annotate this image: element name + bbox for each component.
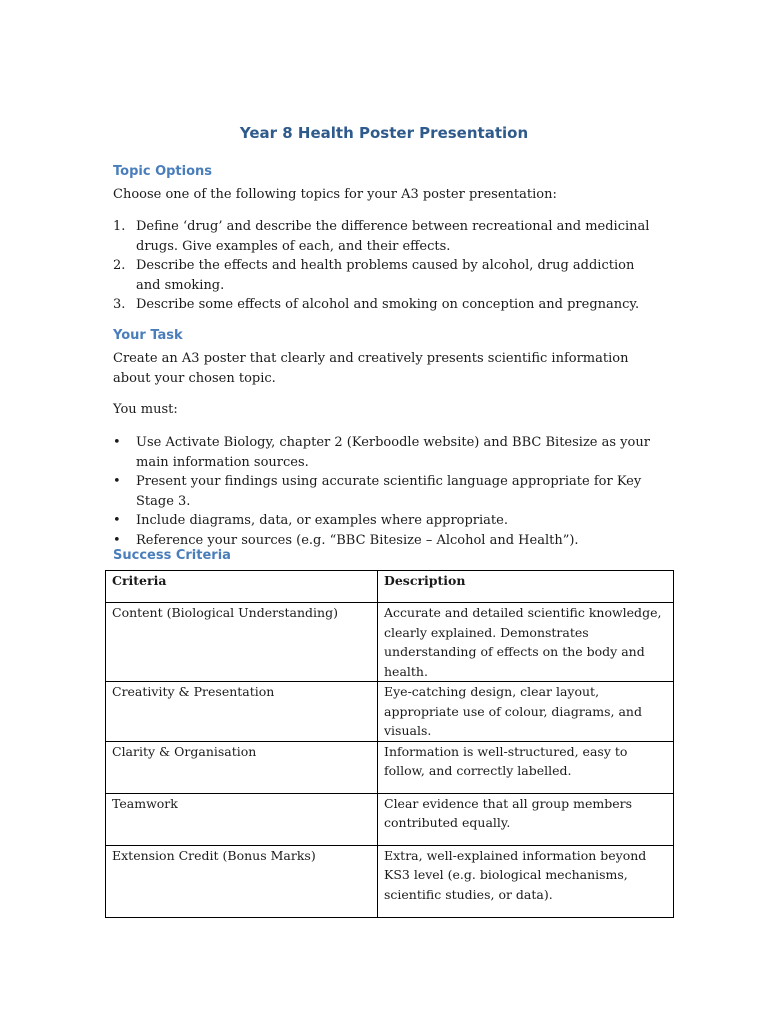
bullet-marker: • [113,474,121,489]
description-cell: Information is well-structured, easy to follow, and correctly labelled. [378,741,674,793]
document-title: Year 8 Health Poster Presentation [239,124,529,142]
you-must-label: You must: [113,402,178,417]
column-header-description: Description [378,571,674,603]
list-item-text: Include diagrams, data, or examples where appropriate. [136,513,508,528]
description-cell: Accurate and detailed scientific knowledge, clearly explained. Demonstrates understanding of effects on the body and health. [378,603,674,682]
column-header-criteria: Criteria [106,571,378,603]
list-item-text: Describe the effects and health problems caused by alcohol, drug addiction and smoking. [136,258,635,293]
table-row [106,682,674,742]
list-number: 3. [113,297,126,312]
criteria-cell: Extension Credit (Bonus Marks) [106,845,378,917]
list-item [113,256,653,295]
table-row [106,741,674,793]
description-cell: Extra, well-explained information beyond KS3 level (e.g. biological mechanisms, scientific studies, or data). [378,845,674,917]
list-item [113,511,653,531]
bullet-marker: • [113,435,121,450]
description-cell: Clear evidence that all group members contributed equally. [378,793,674,845]
requirements-list [113,433,653,550]
success-criteria-table [105,570,674,918]
criteria-cell: Content (Biological Understanding) [106,603,378,682]
list-item-text: Define ‘drug’ and describe the difference between recreational and medicinal drugs. Give examples of each, and their effects. [136,219,650,254]
success-criteria-heading: Success Criteria [113,548,231,563]
list-item [113,295,653,315]
criteria-cell: Teamwork [106,793,378,845]
table-row [106,793,674,845]
list-item-text: Reference your sources (e.g. “BBC Bitesize – Alcohol and Health”). [136,532,579,548]
list-item [113,217,653,256]
criteria-cell: Creativity & Presentation [106,682,378,742]
list-number: 2. [113,258,126,273]
table-row [106,845,674,917]
list-item-text: Present your findings using accurate scientific language appropriate for Key Stage 3. [136,474,642,509]
list-item-text: Describe some effects of alcohol and smoking on conception and pregnancy. [136,297,640,312]
criteria-cell: Clarity & Organisation [106,741,378,793]
list-number: 1. [113,219,126,234]
bullet-marker: • [113,513,121,528]
list-item-text: Use Activate Biology, chapter 2 (Kerboodle website) and BBC Bitesize as your main information sources. [136,435,650,470]
your-task-heading: Your Task [113,328,183,343]
description-cell: Eye-catching design, clear layout, appropriate use of colour, diagrams, and visuals. [378,682,674,742]
list-item [113,433,653,472]
table-header-row [106,571,674,603]
bullet-marker: • [113,532,121,548]
topic-options-heading: Topic Options [113,164,213,179]
list-item [113,472,653,511]
table-row [106,603,674,682]
topic-options-intro: Choose one of the following topics for your A3 poster presentation: [113,187,557,202]
your-task-intro: Create an A3 poster that clearly and creatively presents scientific information about your chosen topic. [113,351,629,386]
topic-options-list [113,217,653,315]
